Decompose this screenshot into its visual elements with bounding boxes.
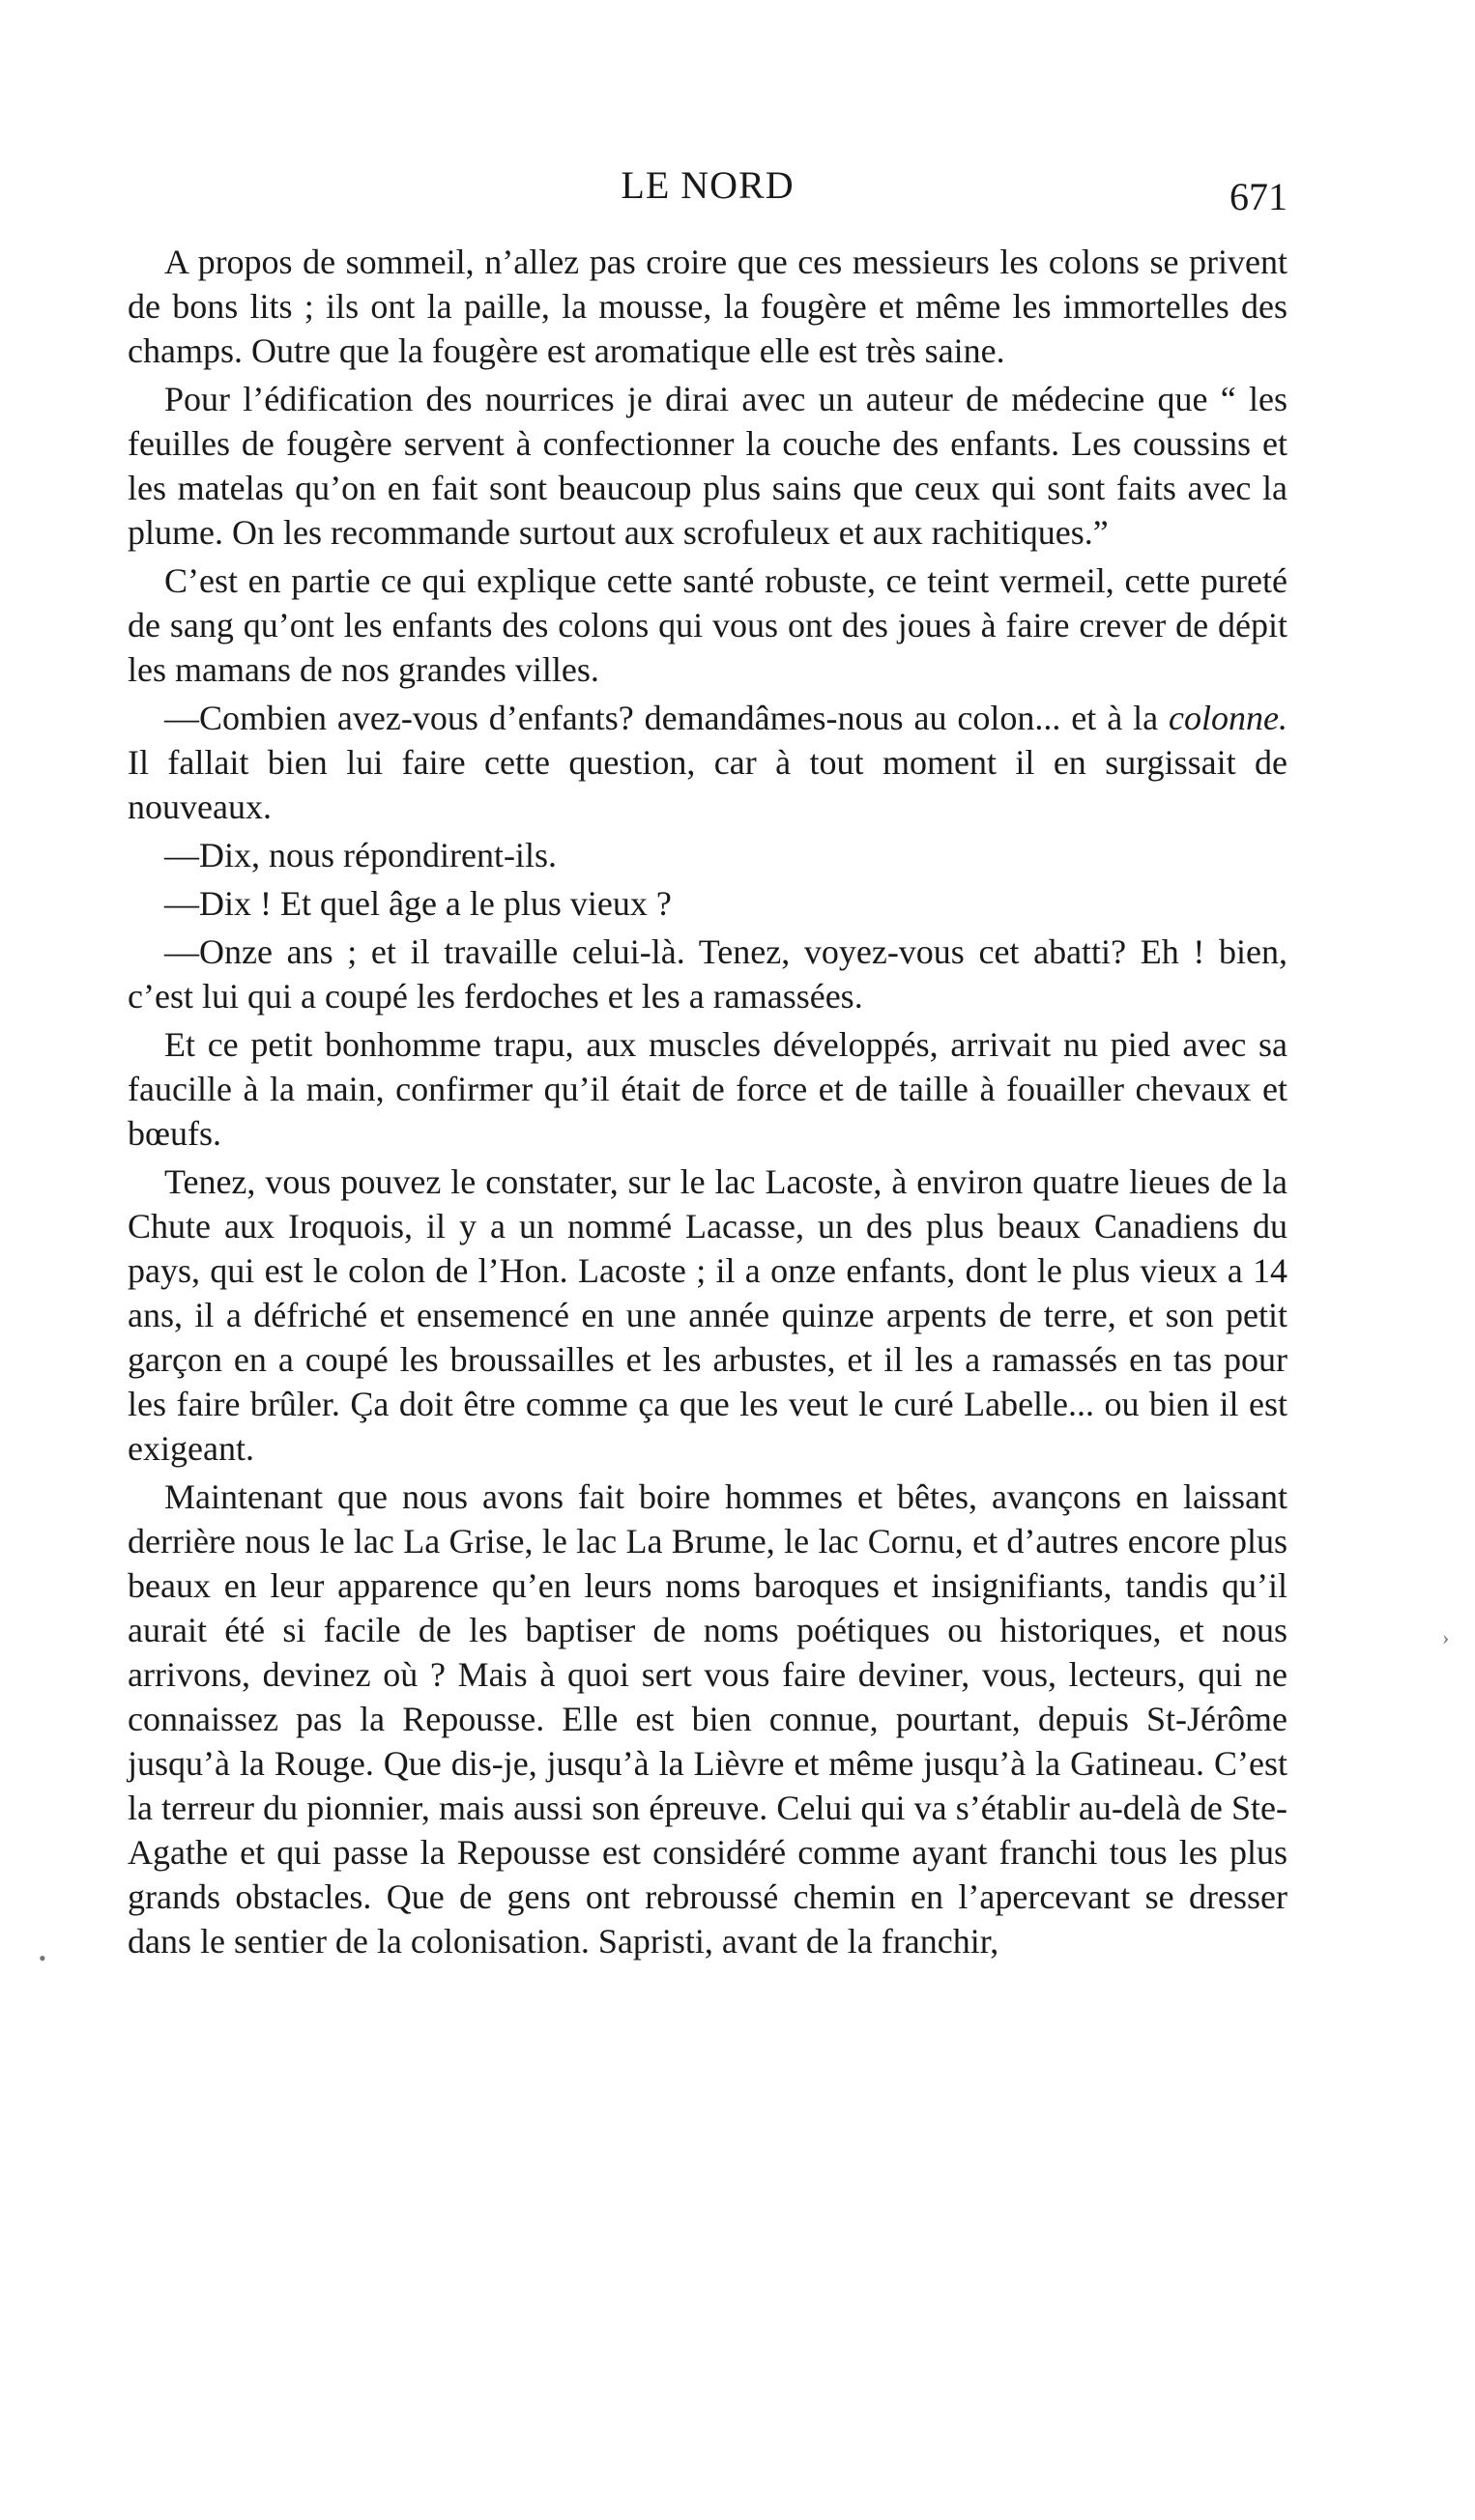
paragraph: C’est en partie ce qui explique cette santé robuste, ce teint vermeil, cette pureté de sang qu’ont les enfants des colons qui vous ont des joues à faire crever de dépit les mamans de nos grandes villes. (128, 561, 1287, 689)
italic-word: colonne. (1169, 699, 1287, 737)
paragraph (128, 696, 1287, 829)
page-header (128, 162, 1287, 220)
margin-mark: • (39, 1946, 46, 1970)
paragraph: —Dix ! Et quel âge a le plus vieux ? (164, 884, 672, 923)
paragraph: Tenez, vous pouvez le constater, sur le lac Lacoste, à environ quatre lieues de la Chute aux Iroquois, il y a un nommé Lacasse, un des plus beaux Canadiens du pays, qui est le colon de l’Hon. Lacoste ; il a onze enfants, dont le plus vieux a 14 ans, il a défriché et ensemencé en une année quinze arpents de terre, et son petit garçon en a coupé les broussailles et les arbustes, et il les a ramassés en tas pour les faire brûler. Ça doit être comme ça que les veut le curé Labelle... ou bien il est exigeant. (128, 1162, 1287, 1468)
body-text (128, 240, 1287, 1967)
paragraph: A propos de sommeil, n’allez pas croire que ces messieurs les colons se privent de bons lits ; ils ont la paille, la mousse, la fougère et même les immortelles des champs. Outre que la fougère est aromatique elle est très saine. (128, 243, 1287, 370)
paragraph: Maintenant que nous avons fait boire hommes et bêtes, avançons en laissant derrière nous le lac La Grise, le lac La Brume, le lac Cornu, et d’autres encore plus beaux en leur apparence qu’en leurs noms baroques et insignifiants, tandis qu’il aurait été si facile de les baptiser de noms poétiques ou historiques, et nous arrivons, devinez où ? Mais à quoi sert vous faire deviner, vous, lecteurs, qui ne connaissez pas la Repousse. Elle est bien connue, pourtant, depuis St-Jérôme jusqu’à la Rouge. Que dis-je, jusqu’à la Lièvre et même jusqu’à la Gatineau. C’est la terreur du pionnier, mais aussi son épreuve. Celui qui va s’établir au-delà de Ste-Agathe et qui passe la Repousse est considéré comme ayant franchi tous les plus grands obstacles. Que de gens ont rebroussé chemin en l’apercevant se dresser dans le sentier de la colonisation. Sapristi, avant de la franchir, (128, 1477, 1287, 1961)
running-title: LE NORD (621, 163, 795, 207)
paragraph-text: Il fallait bien lui faire cette question, car à tout moment il en surgissait de nouveaux. (128, 743, 1287, 826)
margin-mark: › (1442, 1625, 1450, 1649)
paragraph: Pour l’édification des nourrices je dirai avec un auteur de médecine que “ les feuilles de fougère servent à confectionner la couche des enfants. Les coussins et les matelas qu’on en fait sont beaucoup plus sains que ceux qui sont faits avec la plume. On les recommande surtout aux scrofuleux et aux rachitiques.” (128, 380, 1287, 552)
paragraph: Et ce petit bonhomme trapu, aux muscles développés, arrivait nu pied avec sa faucille à la main, confirmer qu’il était de force et de taille à fouailler chevaux et bœufs. (128, 1025, 1287, 1153)
paragraph-text: —Combien avez-vous d’enfants? demandâmes-nous au colon... et à la (164, 699, 1170, 737)
paragraph: —Dix, nous répondirent-ils. (164, 836, 557, 874)
paragraph: —Onze ans ; et il travaille celui-là. Tenez, voyez-vous cet abatti? Eh ! bien, c’est lui qui a coupé les ferdoches et les a ramassées. (128, 932, 1287, 1016)
page-number: 671 (1229, 175, 1287, 218)
